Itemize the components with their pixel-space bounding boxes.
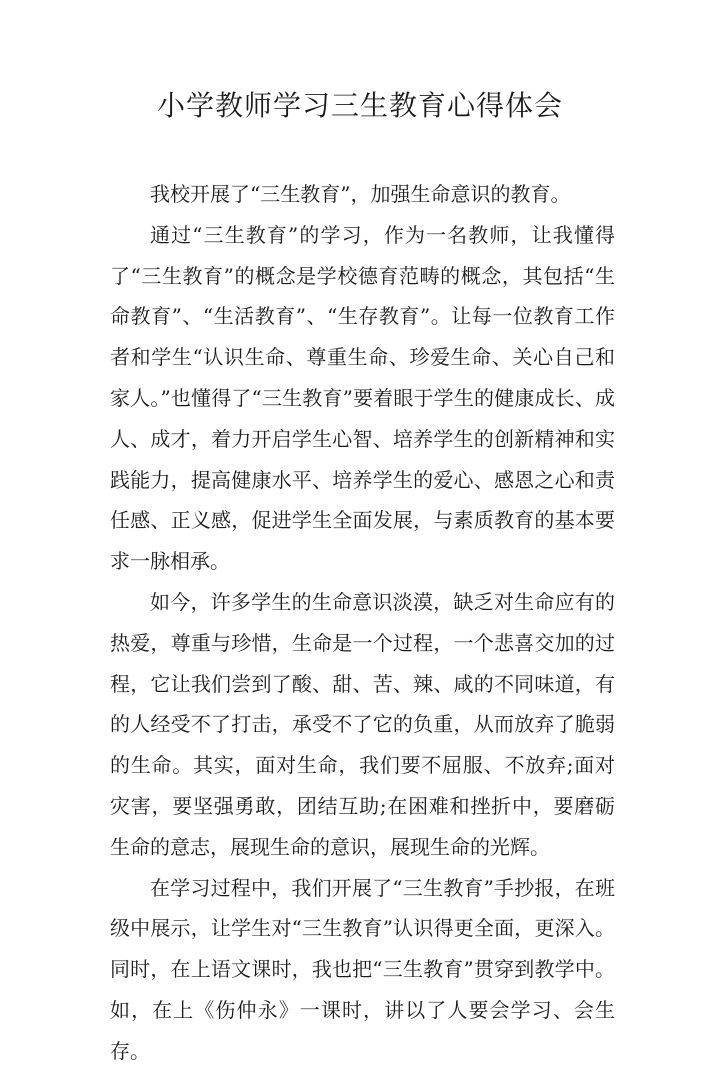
paragraph-3: 如今，许多学生的生命意识淡漠，缺乏对生命应有的热爱，尊重与珍惜，生命是一个过程，一个悲喜交加的过程，它让我们尝到了酸、甜、苦、辣、咸的不同味道，有的人经受不了打击，承受不了它的负重，从而放弃了脆弱的生命。其实，面对生命，我们要不屈服、不放弃;面对灾害，要坚强勇敢，团结互助;在困难和挫折中，要磨砺生命的意志，展现生命的意识，展现生命的光辉。 (110, 589, 615, 859)
paragraph-2: 通过“三生教育”的学习，作为一名教师，让我懂得了“三生教育”的概念是学校德育范畴的概念，其包括“生命教育”、“生活教育”、“生存教育”。让每一位教育工作者和学生“认识生命、尊重生命、珍爱生命、关心自己和家人。”也懂得了“三生教育”要着眼于学生的健康成长、成人、成才，着力开启学生心智、培养学生的创新精神和实践能力，提高健康水平、培养学生的爱心、感恩之心和责任感、正义感，促进学生全面发展，与素质教育的基本要求一脉相承。 (110, 222, 615, 574)
document-title: 小学教师学习三生教育心得体会 (156, 89, 563, 122)
document-body (110, 174, 615, 1072)
paragraph-1: 我校开展了“三生教育”，加强生命意识的教育。 (150, 182, 571, 206)
paragraph-4: 在学习过程中，我们开展了“三生教育”手抄报，在班级中展示，让学生对“三生教育”认识得更全面，更深入。同时，在上语文课时，我也把“三生教育”贯穿到教学中。如，在上《伤仲永》一课时，讲以了人要会学习、会生存。 (110, 875, 615, 1063)
